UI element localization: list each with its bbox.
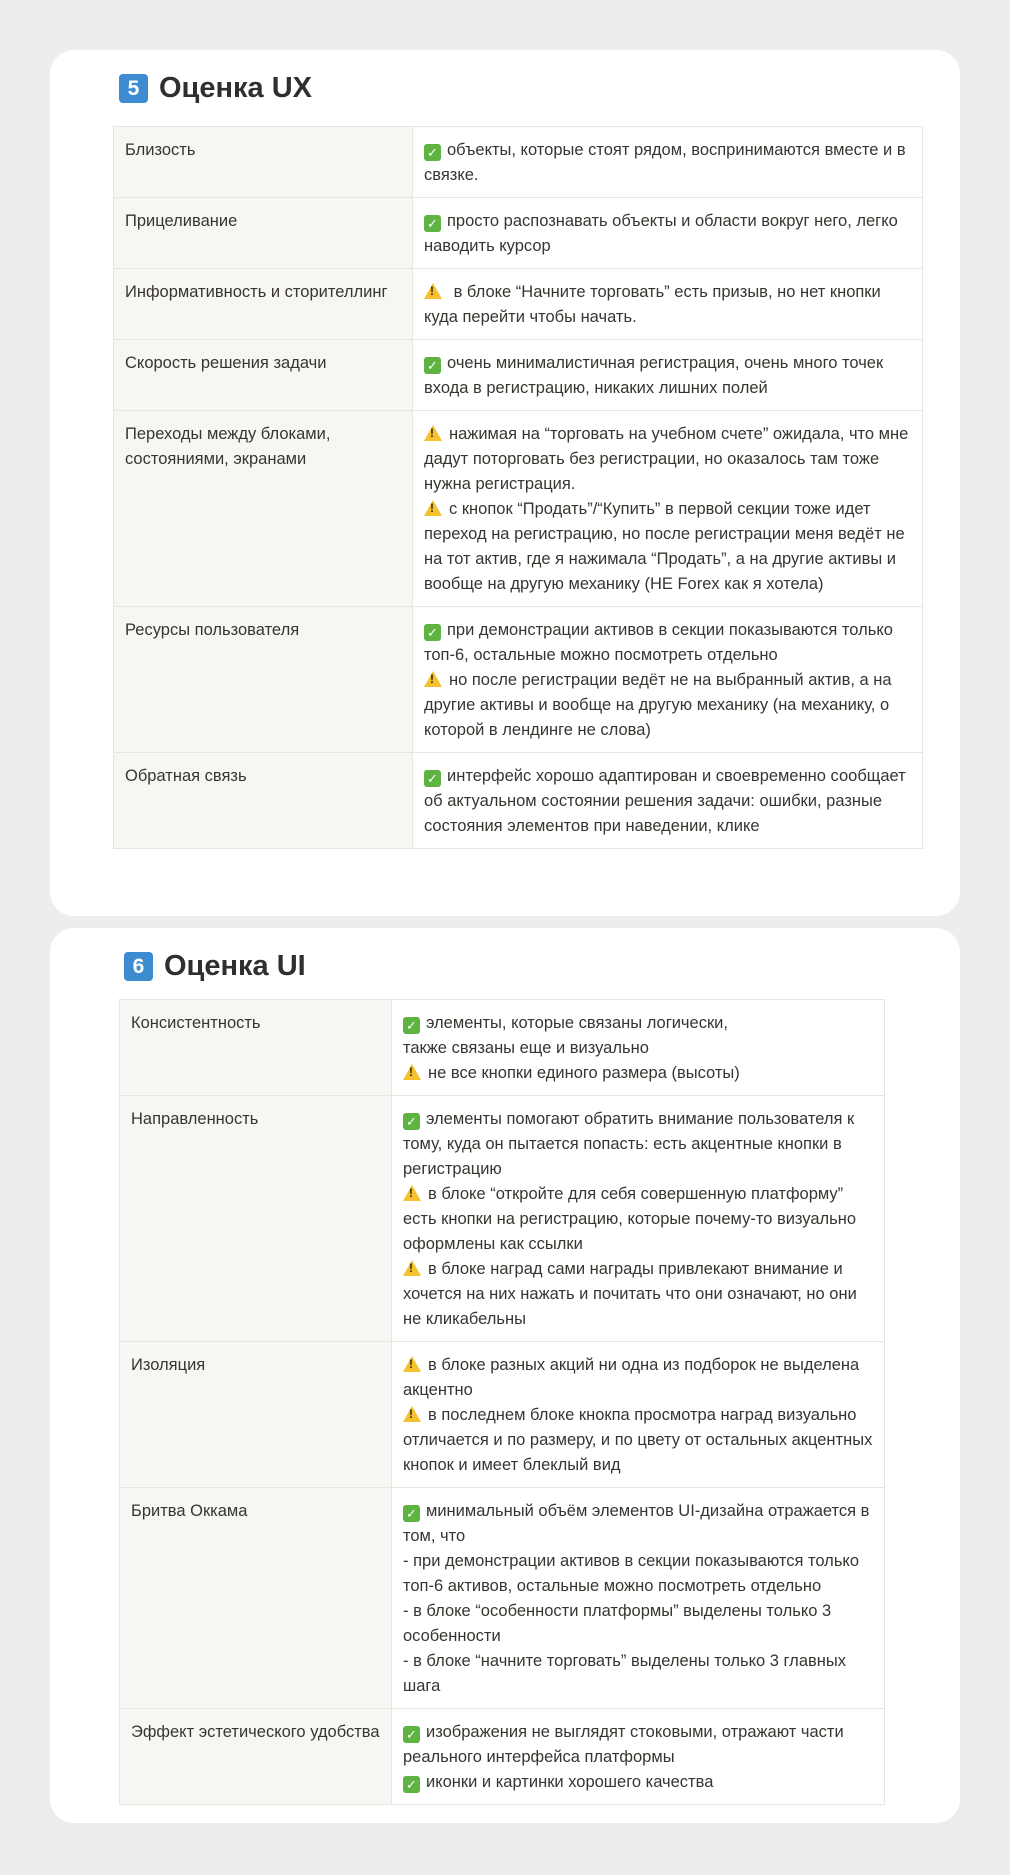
assessment-text: объекты, которые стоят рядом, воспринимаются вместе и в связке.: [424, 141, 906, 184]
criterion-cell: Эффект эстетического удобства: [120, 1709, 392, 1805]
assessment-text: при демонстрации активов в секции показываются только топ-6, остальные можно посмотреть отдельно: [424, 621, 893, 664]
assessment-line: [403, 1107, 873, 1182]
assessment-text: минимальный объём элементов UI-дизайна отражается в том, что: [403, 1502, 870, 1545]
warning-icon: [403, 1064, 421, 1080]
warning-icon: [403, 1406, 421, 1422]
table-row: [120, 1000, 885, 1096]
criterion-cell: Консистентность: [120, 1000, 392, 1096]
assessment-line: [403, 1353, 873, 1403]
criterion-cell: Изоляция: [120, 1342, 392, 1488]
table-row: [114, 340, 923, 411]
section-heading: [124, 950, 306, 983]
assessment-text: в блоке “Начните торговать” есть призыв, но нет кнопки куда перейти чтобы начать.: [424, 283, 881, 326]
assessment-line: [424, 422, 911, 497]
assessment-cell: [392, 1488, 885, 1709]
criterion-cell: Переходы между блоками, состояниями, экранами: [114, 411, 413, 607]
assessment-text: - в блоке “начните торговать” выделены только 3 главных шага: [403, 1652, 846, 1695]
check-mark-icon: ✓: [424, 624, 441, 641]
assessment-line: [403, 1257, 873, 1332]
check-mark-icon: ✓: [403, 1776, 420, 1793]
assessment-cell: [392, 1000, 885, 1096]
assessment-line: [424, 497, 911, 597]
warning-icon: [424, 283, 442, 299]
assessment-text: элементы, которые связаны логически,: [426, 1014, 728, 1032]
assessment-cell: [413, 198, 923, 269]
table-row: [114, 411, 923, 607]
table-row: [120, 1342, 885, 1488]
table-row: [114, 198, 923, 269]
assessment-line: [403, 1036, 873, 1061]
ux-evaluation-table: [113, 126, 923, 849]
assessment-text: интерфейс хорошо адаптирован и своевременно сообщает об актуальном состоянии решения задачи: ошибки, разные состояния элементов при наведении, клике: [424, 767, 906, 835]
ui-evaluation-table: [119, 999, 885, 1805]
check-mark-icon: ✓: [403, 1113, 420, 1130]
assessment-line: [424, 209, 911, 259]
assessment-cell: [413, 607, 923, 753]
assessment-cell: [413, 269, 923, 340]
assessment-text: в блоке разных акций ни одна из подборок не выделена акцентно: [403, 1356, 860, 1399]
table-row: [114, 269, 923, 340]
assessment-line: [403, 1649, 873, 1699]
assessment-line: [403, 1599, 873, 1649]
keycap-number-icon: 6: [124, 952, 153, 981]
assessment-line: [424, 138, 911, 188]
table-row: [120, 1096, 885, 1342]
assessment-line: [403, 1182, 873, 1257]
warning-icon: [403, 1356, 421, 1372]
criterion-cell: Бритва Оккама: [120, 1488, 392, 1709]
assessment-text: изображения не выглядят стоковыми, отражают части реального интерфейса платформы: [403, 1723, 844, 1766]
assessment-line: [403, 1499, 873, 1549]
criterion-cell: Обратная связь: [114, 753, 413, 849]
warning-icon: [403, 1185, 421, 1201]
table-row: [120, 1488, 885, 1709]
section-title: Оценка UX: [159, 72, 313, 104]
section-card-ux: [50, 50, 960, 916]
assessment-text: иконки и картинки хорошего качества: [426, 1773, 714, 1791]
warning-icon: [424, 425, 442, 441]
assessment-line: [403, 1011, 873, 1036]
assessment-text: - при демонстрации активов в секции показываются только топ-6 активов, остальные можно посмотреть отдельно: [403, 1552, 859, 1595]
criterion-cell: Прицеливание: [114, 198, 413, 269]
assessment-line: [403, 1061, 873, 1086]
assessment-cell: [392, 1342, 885, 1488]
assessment-cell: [392, 1096, 885, 1342]
check-mark-icon: ✓: [403, 1726, 420, 1743]
assessment-text: с кнопок “Продать”/“Купить” в первой секции тоже идет переход на регистрацию, но после регистрации меня ведёт не на тот актив, где я нажимала “Продать”, а на другие активы и вообще на другую механику (НЕ Forex как я хотела): [424, 500, 905, 593]
assessment-line: [403, 1720, 873, 1770]
check-mark-icon: ✓: [424, 770, 441, 787]
check-mark-icon: ✓: [424, 144, 441, 161]
assessment-text: - в блоке “особенности платформы” выделены только 3 особенности: [403, 1602, 832, 1645]
warning-icon: [424, 671, 442, 687]
assessment-text: нажимая на “торговать на учебном счете” ожидала, что мне дадут поторговать без регистрации, но оказалось там тоже нужна регистрация.: [424, 425, 909, 493]
table-row: [114, 753, 923, 849]
criterion-cell: Близость: [114, 127, 413, 198]
assessment-text: в последнем блоке кнокпа просмотра наград визуально отличается и по размеру, и по цвету от остальных акцентных кнопок и имеет блеклый вид: [403, 1406, 873, 1474]
assessment-text: но после регистрации ведёт не на выбранный актив, а на другие активы и вообще на другую механику (на механику, о которой в лендинге не слова): [424, 671, 892, 739]
assessment-text: также связаны еще и визуально: [403, 1039, 649, 1057]
assessment-text: очень минималистичная регистрация, очень много точек входа в регистрацию, никаких лишних полей: [424, 354, 884, 397]
criterion-cell: Направленность: [120, 1096, 392, 1342]
assessment-line: [424, 764, 911, 839]
warning-icon: [424, 500, 442, 516]
assessment-text: в блоке наград сами награды привлекают внимание и хочется на них нажать и почитать что они означают, но они не кликабельны: [403, 1260, 857, 1328]
assessment-line: [403, 1549, 873, 1599]
assessment-cell: [392, 1709, 885, 1805]
assessment-cell: [413, 340, 923, 411]
criterion-cell: Информативность и сторителлинг: [114, 269, 413, 340]
section-title: Оценка UI: [164, 950, 306, 982]
table-row: [120, 1709, 885, 1805]
assessment-cell: [413, 753, 923, 849]
assessment-text: просто распознавать объекты и области вокруг него, легко наводить курсор: [424, 212, 898, 255]
check-mark-icon: ✓: [403, 1017, 420, 1034]
check-mark-icon: ✓: [403, 1505, 420, 1522]
assessment-text: элементы помогают обратить внимание пользователя к тому, куда он пытается попасть: есть акцентные кнопки в регистрацию: [403, 1110, 855, 1178]
assessment-cell: [413, 127, 923, 198]
assessment-text: не все кнопки единого размера (высоты): [428, 1064, 740, 1082]
table-row: [114, 127, 923, 198]
warning-icon: [403, 1260, 421, 1276]
criterion-cell: Ресурсы пользователя: [114, 607, 413, 753]
section-card-ui: [50, 928, 960, 1823]
assessment-line: [424, 351, 911, 401]
keycap-number-icon: 5: [119, 74, 148, 103]
check-mark-icon: ✓: [424, 357, 441, 374]
assessment-line: [403, 1403, 873, 1478]
assessment-cell: [413, 411, 923, 607]
assessment-text: в блоке “откройте для себя совершенную платформу” есть кнопки на регистрацию, которые почему-то визуально оформлены как ссылки: [403, 1185, 857, 1253]
section-heading: [119, 72, 312, 105]
check-mark-icon: ✓: [424, 215, 441, 232]
assessment-line: [424, 280, 911, 330]
table-row: [114, 607, 923, 753]
assessment-line: [403, 1770, 873, 1795]
assessment-line: [424, 618, 911, 668]
assessment-line: [424, 668, 911, 743]
criterion-cell: Скорость решения задачи: [114, 340, 413, 411]
